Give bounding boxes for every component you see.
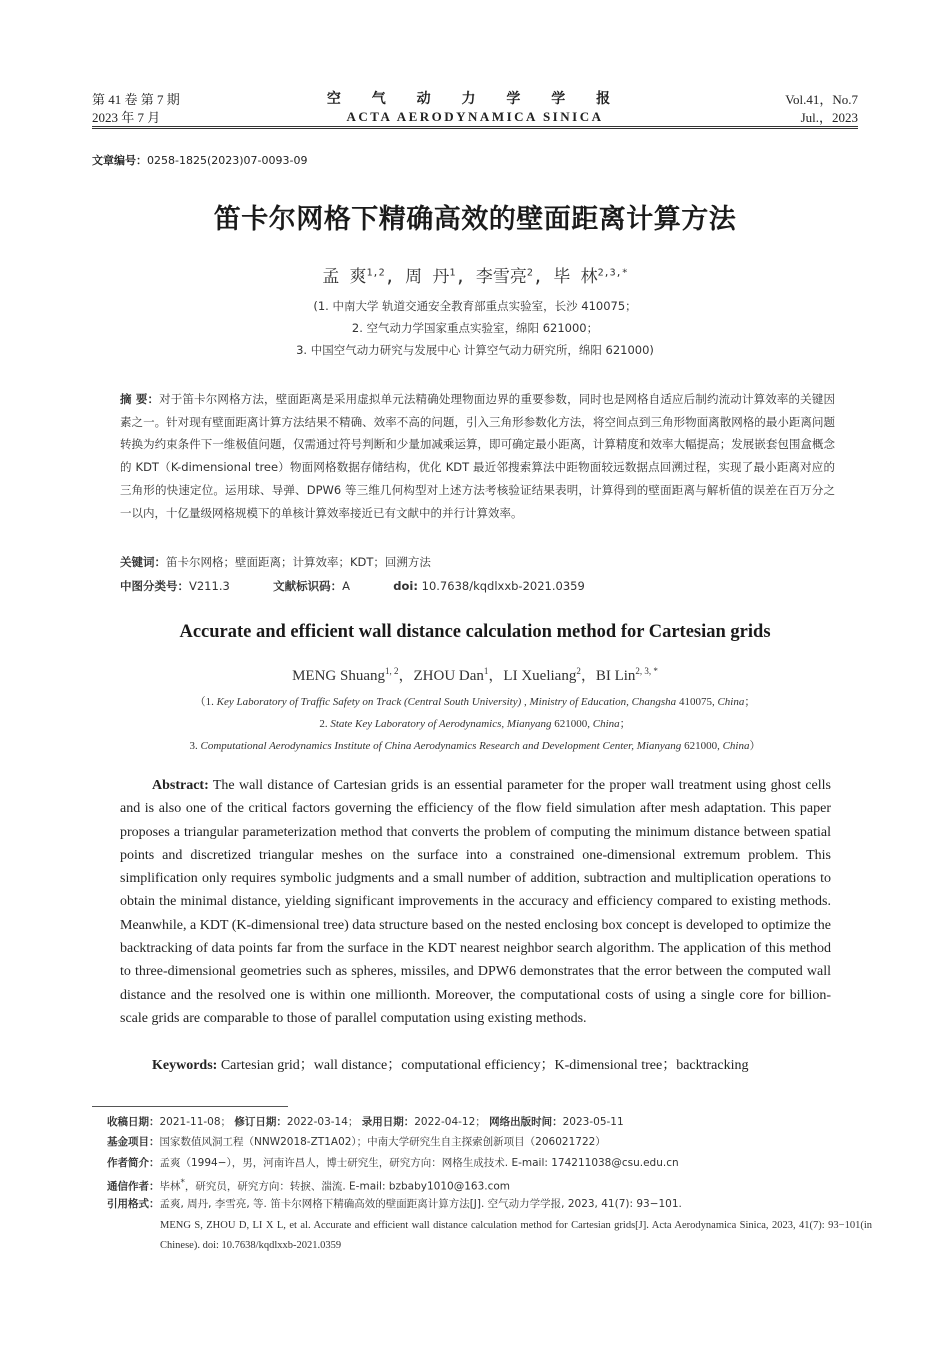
article-number-label: 文章编号： — [92, 154, 147, 167]
affiliation-en-3-name: Computational Aerodynamics Institute of China Aerodynamics Research and Development Center, Mianyang — [200, 740, 682, 752]
author-cn-4-affil: 2,3,* — [597, 267, 628, 279]
received-date-label: 收稿日期： — [107, 1116, 160, 1128]
header-rule-bottom — [92, 128, 858, 129]
affiliation-cn-2: 2. 空气动力学国家重点实验室，绵阳 621000； — [351, 321, 599, 335]
keywords-cn-text: 笛卡尔网格；壁面距离；计算效率；KDT；回溯方法 — [166, 555, 431, 569]
author-cn-3-affil: 2 — [526, 267, 533, 279]
corresponding-name: 毕林 — [159, 1180, 181, 1193]
author-en-4-affil: 2, 3, * — [635, 666, 658, 676]
author-cn-1: 孟 爽 — [322, 267, 367, 287]
affiliation-en-2-country: China — [592, 718, 620, 730]
author-en-3: LI Xueliang — [503, 668, 577, 684]
keywords-en-text: Cartesian grid；wall distance；computational efficiency；K-dimensional tree；backtracking — [217, 1058, 749, 1073]
header-volume-issue-en: Vol.41，No.7 — [785, 92, 858, 107]
revised-date-value: 2022-03-14； — [286, 1116, 359, 1128]
author-cn-2-affil: 1 — [449, 267, 456, 279]
author-en-3-sep: ， — [580, 668, 596, 684]
footnote-corresponding — [107, 1175, 510, 1196]
journal-name-en: ACTA AERODYNAMICA SINICA — [346, 109, 604, 124]
author-en-1-affil: 1, 2 — [384, 666, 399, 676]
author-en-3-affil: 2 — [576, 666, 581, 676]
author-cn-4: 毕 林 — [553, 267, 598, 287]
citation-cn: 孟爽, 周丹, 李雪亮, 等. 笛卡尔网格下精确高效的壁面距离计算方法[J]. 空气动力学学报, 2023, 41(7): 93−101. — [159, 1198, 682, 1210]
article-number — [92, 152, 307, 168]
fund-label: 基金项目： — [107, 1136, 160, 1148]
keywords-en — [152, 1054, 749, 1074]
affiliation-en-1-post: 410075, — [676, 696, 718, 708]
affiliation-en-1 — [0, 693, 950, 709]
authors-en — [0, 664, 950, 685]
corresponding-mark: * — [180, 1178, 185, 1188]
author-en-2: ZHOU Dan — [413, 668, 484, 684]
abstract-en-label: Abstract: — [152, 778, 209, 793]
footnote-dates — [107, 1114, 624, 1131]
affiliation-en-1-country: China — [717, 696, 745, 708]
keywords-cn-label: 关键词： — [120, 555, 166, 569]
doc-code-value: A — [342, 579, 350, 593]
revised-date-label: 修订日期： — [234, 1116, 287, 1128]
affiliation-en-2-name: State Key Laboratory of Aerodynamics, Mianyang — [330, 718, 552, 730]
affiliation-en-3-pre: 3. — [189, 740, 201, 752]
affiliation-cn-3: 3. 中国空气动力研究与发展中心 计算空气动力研究所，绵阳 621000) — [296, 343, 654, 357]
affiliation-cn-1: (1. 中南大学 轨道交通安全教育部重点实验室，长沙 410075； — [313, 299, 637, 313]
affiliation-en-2-pre: 2. — [319, 718, 331, 730]
abstract-cn-label: 摘 要： — [120, 392, 160, 406]
title-cn: 笛卡尔网格下精确高效的壁面距离计算方法 — [213, 204, 737, 235]
doi-value: 10.7638/kqdlxxb-2021.0359 — [421, 579, 585, 593]
abstract-cn — [120, 388, 835, 524]
abstract-cn-text: 对于笛卡尔网格方法，壁面距离是采用虚拟单元法精确处理物面边界的重要参数，同时也是网格自适应后制约流动计算效率的关键因素之一。针对现有壁面距离计算方法结果不精确、效率不高的问题，引入三角形参数化方法，将空间点到三角形物面离散网格的最小距离问题转换为约束条件下一维极值问题，仅需通过符号判断和少量加减乘运算，即可确定最小距离，计算精度和效率大幅提高；发展嵌套包围盒概念的 KDT（K-dimensional tree）物面网格数据存储结构，优化 KDT 最近邻搜索算法中距物面较远数据点回溯过程，实现了最小距离对应的三角形的快速定位。运用球、导弹、DPW6 等三维几何构型对上述方法考核验证结果表明，计算得到的壁面距离与解析值的误差在百万分之一以内，十亿量级网格规模下的单核计算效率接近已有文献中的并行计算效率。 — [120, 392, 835, 520]
corresponding-text: ，研究员，研究方向：转捩、湍流. E-mail: bzbaby1010@163.com — [184, 1180, 511, 1193]
abstract-en-text: The wall distance of Cartesian grids is an essential parameter for the proper wall treatment using ghost cells and is also one of the critical factors governing the efficiency of the flow field simulation after mesh adaptation. This paper proposes a triangular parameterization method that converts the problem of computing the minimum distance between spatial points and discretized triangular meshes on the surface into a constrained one-dimensional extremum problem. This simplification only requires symbolic judgments and a small number of addition, subtraction and multiplication operations to obtain the minimal distance, yielding significant improvements in the accuracy and efficiency compared to existing methods. Meanwhile, a KDT (K-dimensional tree) data structure based on the nested enclosing box concept is developed to optimize the backtracking of data points far from the surface in the KDT nearest neighbor search algorithm. The application of this method to three-dimensional geometries such as spheres, missiles, and DPW6 demonstrates that the error between the computed wall distance and the resolved one is within one millionth. Moreover, the computational costs of using a single core for billion-scale grids are comparable to those of parallel computation using existing methods. — [120, 778, 831, 1026]
clc-value: V211.3 — [189, 579, 230, 593]
journal-name-cn: 空 气 动 力 学 学 报 — [326, 91, 624, 107]
authors-cn: 孟 爽$^{1,2}$, 周 丹$^1$, 李雪亮$^2$, 毕 林$^{2,3,*}$ — [322, 267, 628, 287]
affiliation-en-2 — [0, 715, 950, 731]
affiliation-en-1-name: Key Laboratory of Traffic Safety on Track (Central South University) , Ministry of Education, Changsha — [216, 696, 677, 708]
corresponding-label: 通信作者： — [107, 1180, 160, 1193]
affiliation-en-3-country: China — [722, 740, 750, 752]
affiliation-en-1-pre: （1. — [194, 696, 217, 708]
author-en-4: BI Lin — [595, 668, 636, 684]
title-en: Accurate and efficient wall distance calculation method for Cartesian grids — [179, 622, 771, 642]
abstract-en — [120, 774, 831, 1030]
author-en-1-sep: ， — [398, 668, 414, 684]
author-en-2-affil: 1 — [483, 666, 489, 676]
header-date-cn: 2023 年 7 月 — [92, 110, 161, 125]
article-number-value: 0258-1825(2023)07-0093-09 — [147, 154, 308, 167]
accepted-date-value: 2022-04-12； — [414, 1116, 486, 1128]
footnote-fund — [107, 1134, 606, 1151]
author-cn-2: 周 丹 — [405, 267, 450, 287]
header-date-en: Jul.，2023 — [800, 110, 858, 125]
online-date-value: 2023-05-11 — [562, 1116, 624, 1128]
author-cn-1-affil: 1,2 — [366, 267, 385, 279]
author-en-2-sep: ， — [488, 668, 504, 684]
doc-code-label: 文献标识码： — [273, 579, 343, 593]
received-date-value: 2021-11-08； — [159, 1116, 232, 1128]
author-cn-3: 李雪亮 — [475, 267, 527, 287]
citation-en: MENG S, ZHOU D, LI X L, et al. Accurate and efficient wall distance calculation method for Cartesian grids[J]. Acta Aerodynamica Sinica, 2023, 41(7): 93−101(in Chinese). doi: 10.7638/kqdlxxb-2021.0359 — [160, 1220, 872, 1251]
clc-label: 中图分类号： — [120, 579, 189, 593]
header-volume-issue-cn: 第 41 卷 第 7 期 — [92, 92, 180, 107]
accepted-date-label: 录用日期： — [361, 1116, 415, 1128]
fund-text: 国家数值风洞工程（NNW2018-ZT1A02）；中南大学研究生自主探索创新项目（206021722） — [159, 1136, 606, 1148]
affiliation-en-2-end: ； — [619, 718, 631, 730]
footnote-citation — [107, 1196, 682, 1213]
keywords-cn — [120, 554, 431, 570]
header-volume-en — [785, 91, 858, 127]
footnote-rule — [92, 1106, 288, 1107]
doi-label: doi: — [393, 579, 418, 593]
online-date-label: 网络出版时间： — [489, 1116, 563, 1128]
author-en-1: MENG Shuang — [292, 668, 385, 684]
affiliation-en-3-end: ） — [749, 740, 761, 752]
citation-label: 引用格式： — [107, 1198, 160, 1210]
classification-line — [120, 578, 585, 594]
affiliation-en-1-end: ； — [744, 696, 756, 708]
footnote-author-bio — [107, 1155, 679, 1172]
author-bio-text: 孟爽（1994−），男，河南许昌人，博士研究生，研究方向：网格生成技术. E-mail: 174211038@csu.edu.cn — [159, 1157, 679, 1169]
affiliation-en-3 — [0, 737, 950, 753]
header-rule-top — [92, 126, 858, 127]
author-bio-label: 作者简介： — [107, 1157, 160, 1169]
affiliation-en-3-post: 621000, — [681, 740, 723, 752]
affiliation-en-2-post: 621000, — [551, 718, 593, 730]
keywords-en-label: Keywords: — [152, 1058, 218, 1073]
